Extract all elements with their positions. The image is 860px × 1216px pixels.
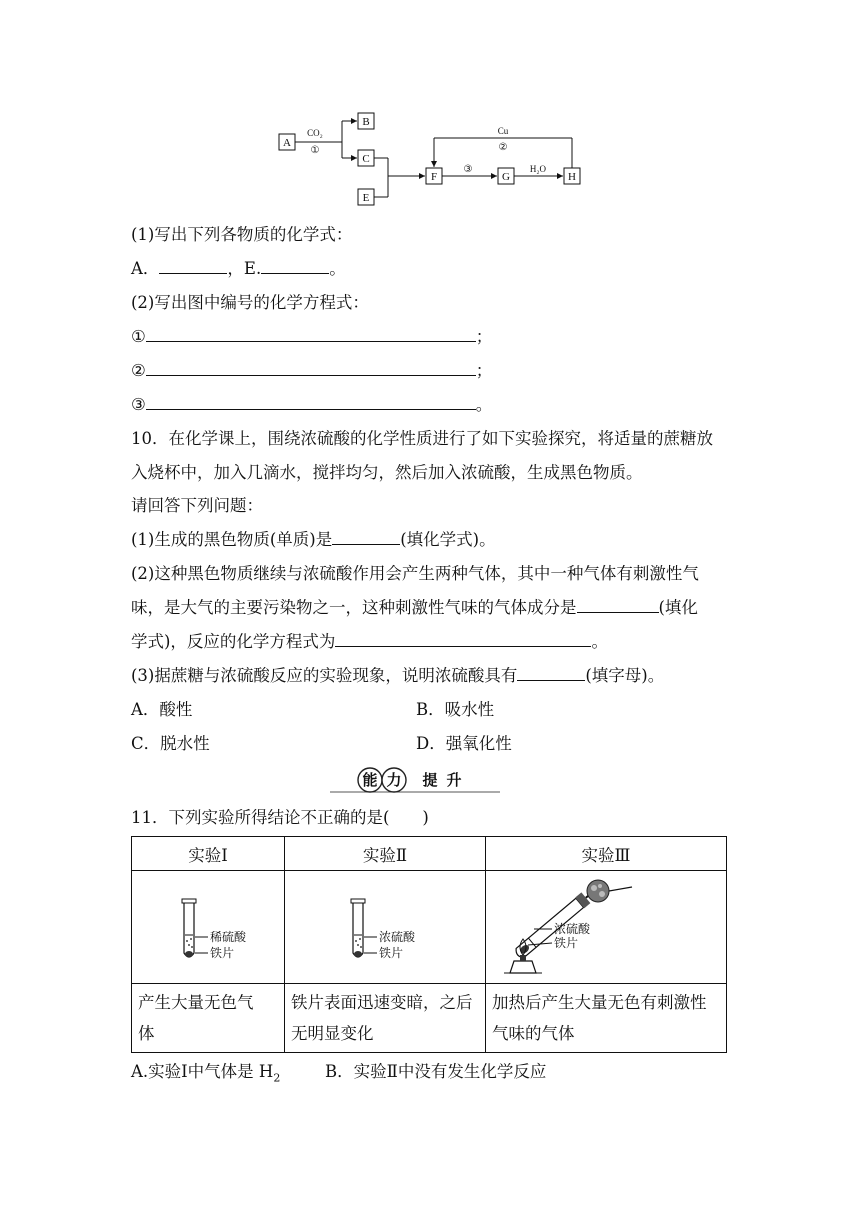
q11-option-a[interactable]: A.实验Ⅰ中气体是 $H_2$: [131, 1062, 281, 1085]
reaction-flow-diagram: [270, 106, 600, 210]
q10-stem-1: 10．在化学课上，围绕浓硫酸的化学性质进行了如下实验探究，将适量的蔗糖放: [131, 429, 713, 448]
q9-eq-3: ③ 。: [131, 395, 493, 414]
q10-part1: (1)生成的黑色物质(单质)是 (填化学式)。: [131, 530, 496, 549]
h2o-label: H₂O: [529, 164, 547, 174]
q9-part1: (1)写出下列各物质的化学式：: [131, 225, 353, 244]
option-b[interactable]: B．吸水性: [416, 700, 495, 719]
result-exp-3: 加热后产生大量无色有刺激性 气味的气体: [486, 984, 727, 1053]
q10-stem-2: 入烧杯中，加入几滴水，搅拌均匀，然后加入浓硫酸，生成黑色物质。: [131, 463, 643, 482]
label-conc-acid-2: 浓硫酸: [379, 930, 416, 944]
answer-blank-a[interactable]: [159, 257, 227, 274]
node-b-label: B: [362, 116, 370, 128]
label-dilute-acid: 稀硫酸: [210, 930, 247, 944]
option-c[interactable]: C．脱水性: [131, 734, 210, 753]
node-h-label: H: [568, 171, 576, 183]
q11-stem: 11．下列实验所得结论不正确的是( ): [131, 808, 429, 827]
reaction-3-label: ③: [463, 164, 473, 175]
answer-blank-property[interactable]: [517, 664, 585, 681]
result-exp-2: 铁片表面迅速变暗，之后 无明显变化: [285, 984, 486, 1053]
q10-part3: (3)据蔗糖与浓硫酸反应的实验现象，说明浓硫酸具有 (填字母)。: [131, 666, 665, 685]
result-exp-1: 产生大量无色气 体: [132, 984, 285, 1053]
banner-char-4: 升: [446, 773, 462, 789]
option-d[interactable]: D．强氧化性: [416, 734, 512, 753]
label-conc-acid-3: 浓硫酸: [554, 922, 591, 936]
reaction-2-label: ②: [498, 142, 508, 153]
q10-part2-a: (2)这种黑色物质继续与浓硫酸作用会产生两种气体，其中一种气体有刺激性气: [131, 564, 699, 583]
answer-blank-e[interactable]: [261, 257, 329, 274]
equation-blank-2[interactable]: [146, 359, 476, 376]
experiment-table: [131, 836, 727, 1053]
figure-exp-3: [486, 871, 727, 984]
banner-char-1: 能: [362, 773, 378, 789]
equation-blank-1[interactable]: [146, 325, 476, 342]
q10-part2-c: 学式)，反应的化学方程式为 。: [131, 632, 608, 651]
header-exp-3: 实验Ⅲ: [486, 837, 727, 871]
q9-eq-2: ② ；: [131, 361, 493, 380]
q9-line-a: A． ，E. 。: [131, 259, 346, 278]
banner-char-2: 力: [386, 773, 402, 789]
equation-blank-3[interactable]: [146, 393, 476, 410]
figure-exp-1: [132, 871, 285, 984]
answer-blank-equation[interactable]: [335, 630, 591, 647]
section-banner: [330, 764, 500, 798]
label-iron-3: 铁片: [554, 936, 579, 950]
banner-char-3: 提: [422, 773, 438, 789]
q10-part2-b: 味，是大气的主要污染物之一，这种刺激性气味的气体成分是 (填化: [131, 598, 698, 617]
answer-blank-gas[interactable]: [577, 596, 659, 613]
answer-blank-black-substance[interactable]: [332, 528, 400, 545]
node-e-label: E: [362, 192, 370, 204]
co2-label: CO₂: [307, 128, 323, 138]
option-a[interactable]: A．酸性: [131, 700, 193, 719]
heated-tube-figure: [492, 873, 720, 977]
node-g-label: G: [502, 171, 510, 183]
node-f-label: F: [430, 171, 438, 183]
q9-eq-1: ① ；: [131, 327, 493, 346]
label-iron-1: 铁片: [210, 946, 235, 960]
figure-exp-2: [285, 871, 486, 984]
header-exp-1: 实验Ⅰ: [132, 837, 285, 871]
q9-part2: (2)写出图中编号的化学方程式：: [131, 293, 369, 312]
label-iron-2: 铁片: [379, 946, 404, 960]
test-tube-conc-acid-figure: [291, 875, 479, 975]
reaction-1-label: ①: [310, 145, 320, 156]
header-exp-2: 实验Ⅱ: [285, 837, 486, 871]
node-a-label: A: [283, 137, 291, 149]
q10-ask: 请回答下列问题：: [131, 496, 263, 515]
cu-label: Cu: [497, 126, 509, 136]
node-c-label: C: [362, 153, 370, 165]
test-tube-dilute-acid-figure: [138, 875, 278, 975]
q11-option-b[interactable]: B．实验Ⅱ中没有发生化学反应: [325, 1062, 547, 1081]
